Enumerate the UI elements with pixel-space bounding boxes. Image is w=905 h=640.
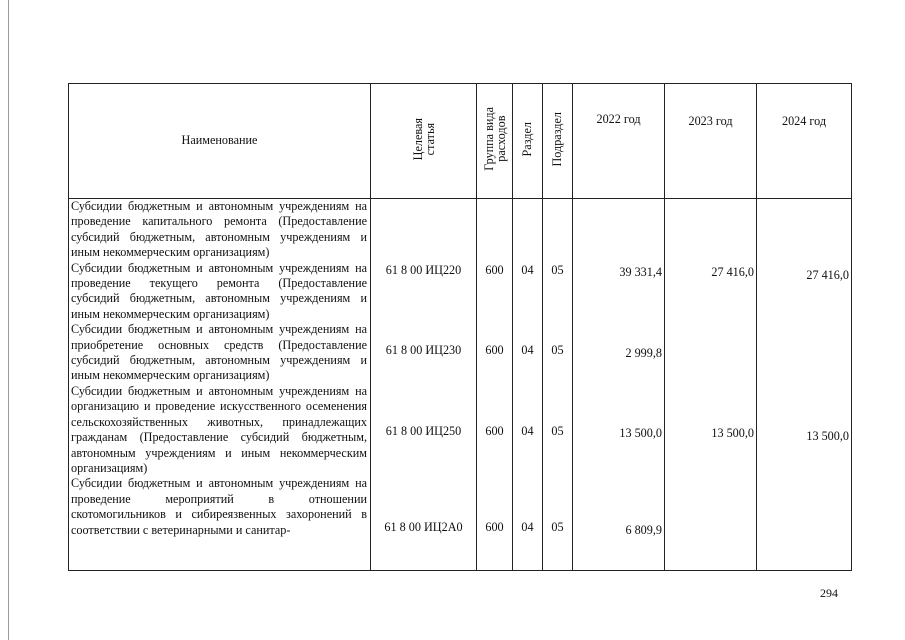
- article-value: 61 8 00 ИЦ2А0: [384, 520, 463, 534]
- section-value: 04: [521, 520, 534, 534]
- section-value: 04: [521, 343, 534, 357]
- header-subsection: Подраздел: [543, 84, 573, 199]
- amount-2024: 27 416,0: [806, 268, 849, 282]
- table-header-row: [69, 84, 852, 199]
- row-name-insemination: Субсидии бюджетным и автономным учреждениям на организацию и проведение искусственного осеменения сельскохозяйственных животных, принадлежащих гражданам (Предоставление субсидий бюджетным, автономным учреждениям и иным некоммерческим организациям): [71, 383, 367, 475]
- amount-2023: 13 500,0: [711, 426, 754, 440]
- names-column: [69, 199, 371, 571]
- section-value: 04: [521, 263, 534, 277]
- subsection-value: 05: [551, 343, 564, 357]
- left-margin-line: [8, 0, 9, 640]
- row-name-cattle-burial: Субсидии бюджетным и автономным учреждениям на проведение мероприятий в отношении скотомогильников и сибиреязвенных захоронений в соответствии с ветеринарными и санитар-: [71, 476, 367, 537]
- row-name-fixed-assets: Субсидии бюджетным и автономным учреждениям на приобретение основных средств (Предоставление субсидий бюджетным, автономным учреждениям и иным некоммерческим организациям): [71, 322, 367, 383]
- header-target-article: Целевая статья: [371, 84, 477, 199]
- subsection-value: 05: [551, 424, 564, 438]
- amount-2022: 6 809,9: [625, 523, 662, 537]
- header-expense-group: Группа вида расходов: [477, 84, 513, 199]
- section-column: [513, 199, 543, 571]
- year-2024-column: [757, 199, 852, 571]
- amount-2022: 39 331,4: [619, 265, 662, 279]
- table-body-row: [69, 199, 852, 571]
- section-value: 04: [521, 424, 534, 438]
- group-value: 600: [485, 343, 504, 357]
- amount-2022: 13 500,0: [619, 426, 662, 440]
- header-name: Наименование: [69, 84, 371, 199]
- amount-2022: 2 999,8: [625, 346, 662, 360]
- year-2022-column: [573, 199, 665, 571]
- article-value: 61 8 00 ИЦ220: [385, 263, 462, 277]
- row-name-capital-repair: Субсидии бюджетным и автономным учреждениям на проведение капитального ремонта (Предоставление субсидий бюджетным, автономным учреждениям и иным некоммерческим организациям): [71, 199, 367, 260]
- budget-table: [68, 83, 852, 571]
- header-section: Раздел: [513, 84, 543, 199]
- subsection-value: 05: [551, 263, 564, 277]
- subsection-column: [543, 199, 573, 571]
- group-value: 600: [485, 520, 504, 534]
- subsection-value: 05: [551, 520, 564, 534]
- amount-2023: 27 416,0: [711, 265, 754, 279]
- group-column: [477, 199, 513, 571]
- article-value: 61 8 00 ИЦ230: [385, 343, 462, 357]
- article-column: [371, 199, 477, 571]
- group-value: 600: [485, 424, 504, 438]
- row-name-current-repair: Субсидии бюджетным и автономным учреждениям на проведение текущего ремонта (Предоставление субсидий бюджетным, автономным учреждениям и иным некоммерческим организациям): [71, 260, 367, 321]
- group-value: 600: [485, 263, 504, 277]
- amount-2024: 13 500,0: [806, 429, 849, 443]
- page-number: 294: [820, 586, 838, 600]
- header-year-2023: 2023 год: [665, 84, 757, 199]
- article-value: 61 8 00 ИЦ250: [385, 424, 462, 438]
- year-2023-column: [665, 199, 757, 571]
- header-year-2022: 2022 год: [573, 84, 665, 199]
- header-year-2024: 2024 год: [757, 84, 852, 199]
